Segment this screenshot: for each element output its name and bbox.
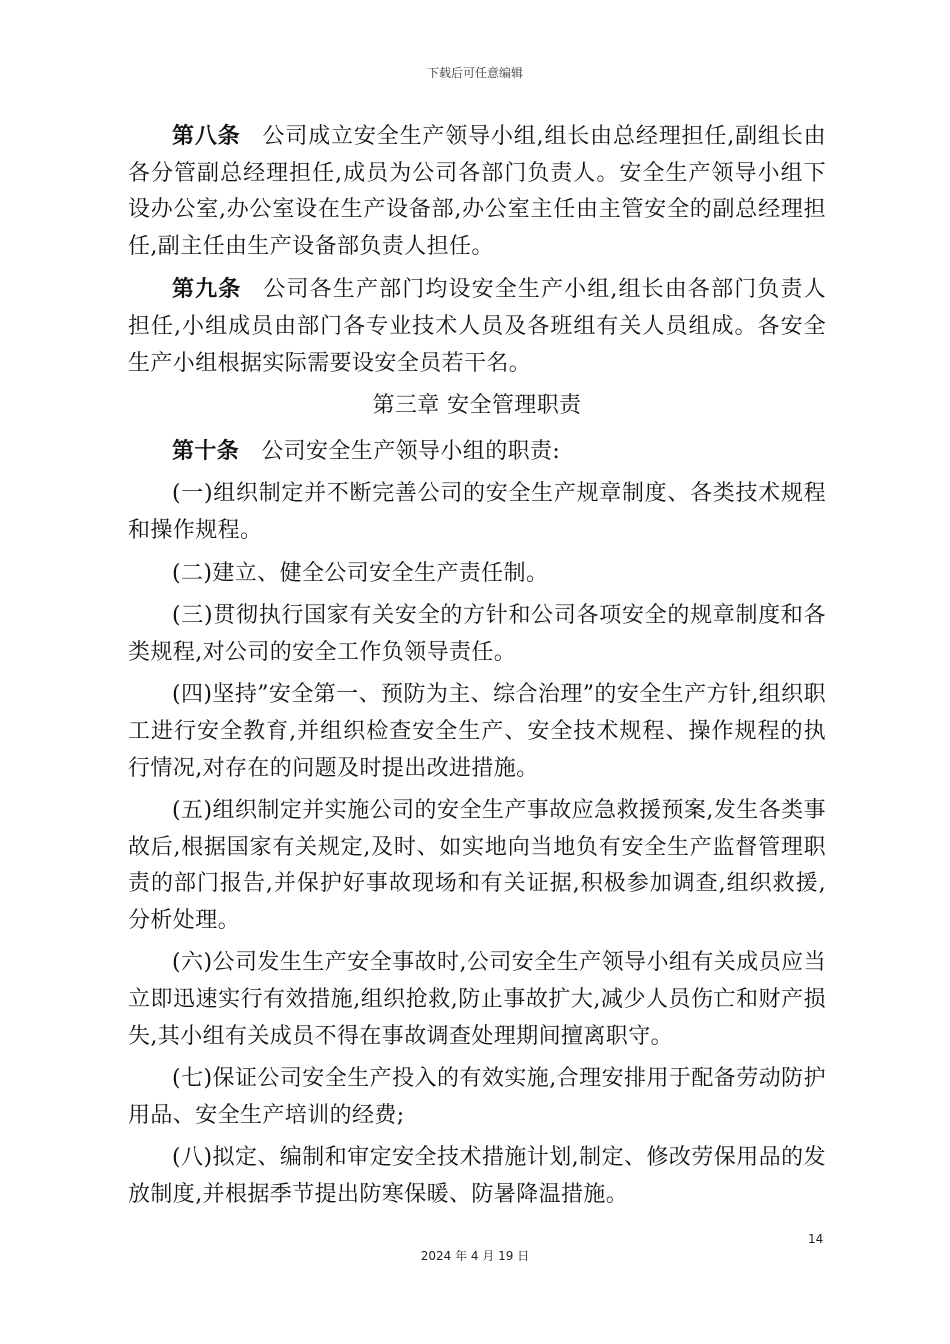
- list-item: (六)公司发生生产安全事故时,公司安全生产领导小组有关成员应当立即迅速实行有效措施,组织抢救,防止事故扩大,减少人员伤亡和财产损失,其小组有关成员不得在事故调查处理期间擅离职守。: [128, 950, 826, 1049]
- article-label: 第九条: [172, 276, 242, 303]
- article-label: 第八条: [172, 123, 241, 149]
- article-text: 公司成立安全生产领导小组,组长由总经理担任,副组长由各分管副总经理担任,成员为公司各部门负责人。安全生产领导小组下设办公室,办公室设在生产设备部,办公室主任由主管安全的副总经理担任,副主任由生产设备部负责人担任。: [128, 124, 826, 259]
- list-item: (八)拟定、编制和审定安全技术措施计划,制定、修改劳保用品的发放制度,并根据季节提出防寒保暖、防暑降温措施。: [128, 1145, 826, 1208]
- page-header: 下载后可任意编辑: [426, 66, 523, 80]
- article-10: [128, 433, 826, 471]
- list-item: (二)建立、健全公司安全生产责任制。: [172, 560, 549, 586]
- article-text: 公司安全生产领导小组的职责:: [261, 438, 561, 464]
- list-item: (五)组织制定并实施公司的安全生产事故应急救援预案,发生各类事故后,根据国家有关规定,及时、如实地向当地负有安全生产监督管理职责的部门报告,并保护好事故现场和有关证据,积极参加调查,组织救援,分析处理。: [128, 798, 826, 933]
- article-label: 第十条: [172, 437, 240, 464]
- page-footer-date: 2024 年 4 月 19 日: [420, 1249, 530, 1263]
- article-8: [128, 118, 826, 265]
- list-item: (三)贯彻执行国家有关安全的方针和公司各项安全的规章制度和各类规程,对公司的安全工作负领导责任。: [128, 603, 826, 665]
- chapter-title: 第三章 安全管理职责: [372, 393, 582, 419]
- article-text: 公司各生产部门均设安全生产小组,组长由各部门负责人担任,小组成员由部门各专业技术人员及各班组有关人员组成。各安全生产小组根据实际需要设安全员若干名。: [128, 277, 826, 376]
- list-item: (四)坚持”安全第一、预防为主、综合治理”的安全生产方针,组织职工进行安全教育,并组织检查安全生产、安全技术规程、操作规程的执行情况,对存在的问题及时提出改进措施。: [128, 682, 826, 781]
- page-number: 14: [808, 1232, 824, 1246]
- list-item: (一)组织制定并不断完善公司的安全生产规章制度、各类技术规程和操作规程。: [128, 481, 826, 543]
- document-body: [128, 118, 826, 1220]
- article-9: [128, 271, 826, 382]
- list-item: (七)保证公司安全生产投入的有效实施,合理安排用于配备劳动防护用品、安全生产培训的经费;: [128, 1066, 826, 1128]
